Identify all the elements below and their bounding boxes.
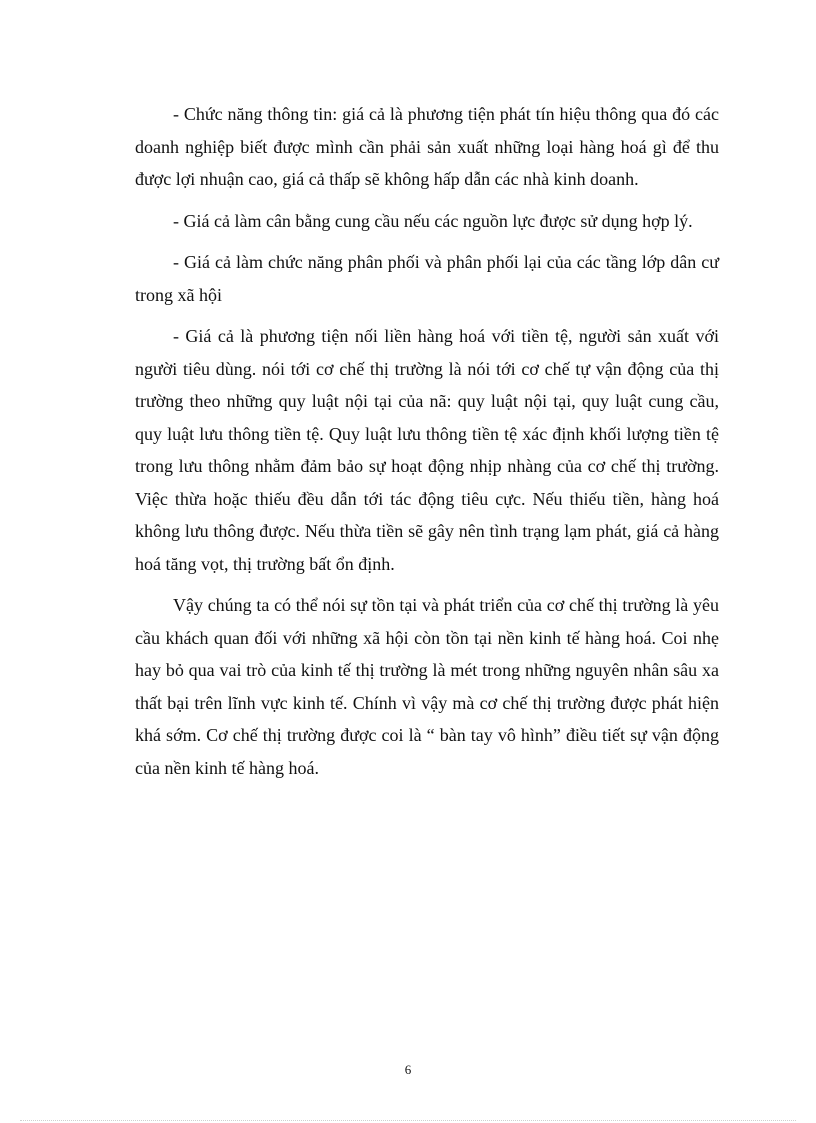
page-number: 6 xyxy=(404,1062,412,1077)
paragraph-distribution-function: - Giá cả làm chức năng phân phối và phân phối lại của các tầng lớp dân cư trong xã hội xyxy=(135,252,719,305)
paragraph-market-mechanism-conclusion: Vậy chúng ta có thể nói sự tồn tại và phát triển của cơ chế thị trường là yêu cầu khách quan đối với những xã hội còn tồn tại nền kinh tế hàng hoá. Coi nhẹ hay bỏ qua vai trò của kinh tế thị trường là mét trong những nguyên nhân sâu xa thất bại trên lĩnh vực kinh tế. Chính vì vậy mà cơ chế thị trường được phát hiện khá sớm. Cơ chế thị trường được coi là “ bàn tay vô hình” điều tiết sự vận động của nền kinh tế hàng hoá. xyxy=(135,595,719,778)
paragraph-money-goods-link: - Giá cả là phương tiện nối liền hàng hoá với tiền tệ, người sản xuất với người tiêu dùng. nói tới cơ chế thị trường là nói tới cơ chế tự vận động của thị trường theo những quy luật nội tại của nã: quy luật nội tại, quy luật cung cầu, quy luật lưu thông tiền tệ. Quy luật lưu thông tiền tệ xác định khối lượng tiền tệ trong lưu thông nhằm đảm bảo sự hoạt động nhịp nhàng của cơ chế thị trường. Việc thừa hoặc thiếu đều dẫn tới tác động tiêu cực. Nếu thiếu tiền, hàng hoá không lưu thông được. Nếu thừa tiền sẽ gây nên tình trạng lạm phát, giá cả hàng hoá tăng vọt, thị trường bất ổn định. xyxy=(135,326,719,574)
page-bottom-divider xyxy=(20,1120,796,1121)
paragraph-information-function: - Chức năng thông tin: giá cả là phương tiện phát tín hiệu thông qua đó các doanh nghiệp biết được mình cần phải sản xuất những loại hàng hoá gì để thu được lợi nhuận cao, giá cả thấp sẽ không hấp dẫn các nhà kinh doanh. xyxy=(135,104,719,189)
paragraph-supply-demand-balance: - Giá cả làm cân bằng cung cầu nếu các nguồn lực được sử dụng hợp lý. xyxy=(173,210,693,231)
body-text xyxy=(135,98,719,793)
